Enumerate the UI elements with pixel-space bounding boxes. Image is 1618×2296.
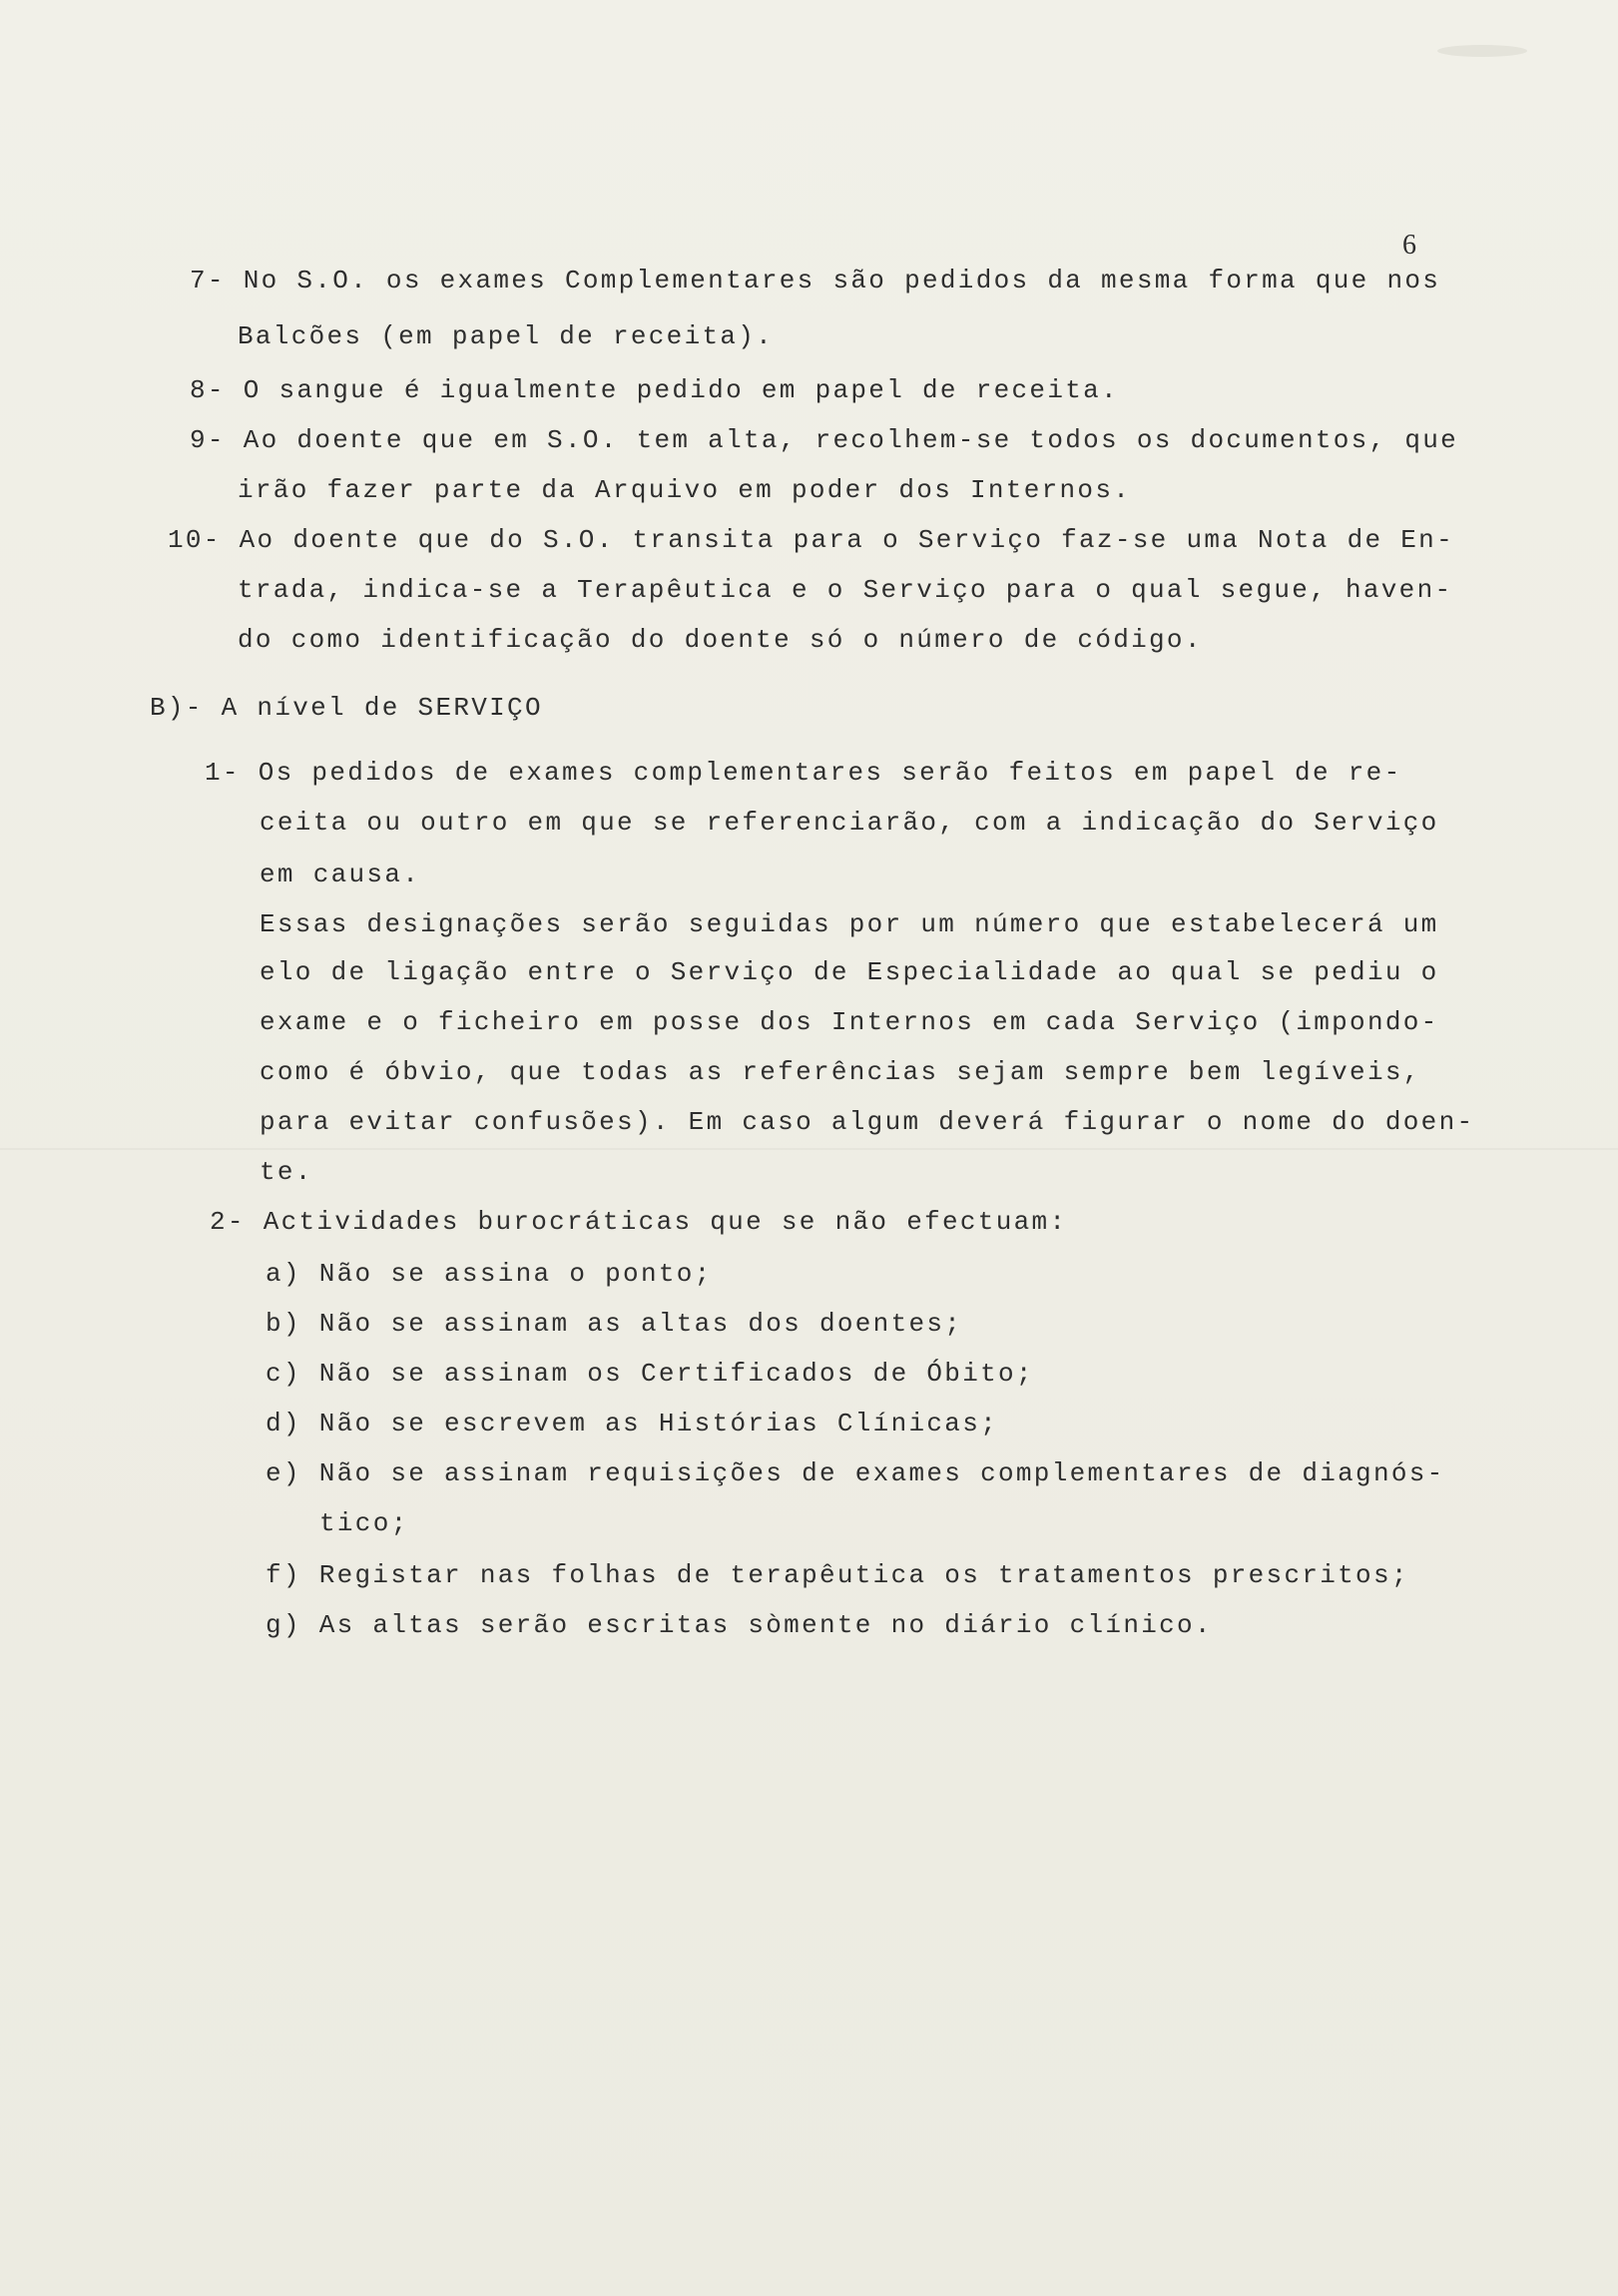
text-line: 1- Os pedidos de exames complementares serão feitos em papel de re-	[205, 758, 1402, 788]
text-line: ceita ou outro em que se referenciarão, com a indicação do Serviço	[260, 808, 1439, 838]
list-item: e) Não se assinam requisições de exames complementares de diagnós-	[266, 1458, 1445, 1488]
list-item: f) Registar nas folhas de terapêutica os tratamentos prescritos;	[266, 1560, 1409, 1590]
text-line: do como identificação do doente só o número de código.	[238, 625, 1203, 655]
paper-fold	[0, 1148, 1618, 1150]
list-item: c) Não se assinam os Certificados de Óbito;	[266, 1359, 1034, 1389]
text-line: 2- Actividades burocráticas que se não efectuam:	[210, 1207, 1068, 1237]
text-line: exame e o ficheiro em posse dos Internos em cada Serviço (impondo-	[260, 1007, 1439, 1037]
list-item: tico;	[319, 1508, 409, 1538]
text-line: para evitar confusões). Em caso algum deverá figurar o nome do doen-	[260, 1107, 1475, 1137]
list-item: a) Não se assina o ponto;	[266, 1259, 713, 1289]
section-heading: B)- A nível de SERVIÇO	[150, 693, 543, 723]
text-line: 8- O sangue é igualmente pedido em papel de receita.	[190, 375, 1119, 405]
list-item: d) Não se escrevem as Histórias Clínicas;	[266, 1409, 999, 1438]
text-line: 7- No S.O. os exames Complementares são pedidos da mesma forma que nos	[190, 266, 1441, 295]
list-item: b) Não se assinam as altas dos doentes;	[266, 1309, 963, 1339]
text-line: em causa.	[260, 860, 421, 889]
list-item: g) As altas serão escritas sòmente no diário clínico.	[266, 1610, 1213, 1640]
text-line: 10- Ao doente que do S.O. transita para o Serviço faz-se uma Nota de En-	[168, 525, 1454, 555]
text-line: te.	[260, 1157, 313, 1187]
text-line: trada, indica-se a Terapêutica e o Serviço para o qual segue, haven-	[238, 575, 1453, 605]
page-number: 6	[1402, 230, 1416, 261]
text-line: como é óbvio, que todas as referências sejam sempre bem legíveis,	[260, 1057, 1421, 1087]
text-line: Balcões (em papel de receita).	[238, 321, 775, 351]
paper-stain	[1437, 45, 1527, 57]
text-line: 9- Ao doente que em S.O. tem alta, recolhem-se todos os documentos, que	[190, 425, 1459, 455]
text-line: Essas designações serão seguidas por um número que estabelecerá um	[260, 909, 1439, 939]
text-line: elo de ligação entre o Serviço de Especialidade ao qual se pediu o	[260, 957, 1439, 987]
text-line: irão fazer parte da Arquivo em poder dos Internos.	[238, 475, 1132, 505]
